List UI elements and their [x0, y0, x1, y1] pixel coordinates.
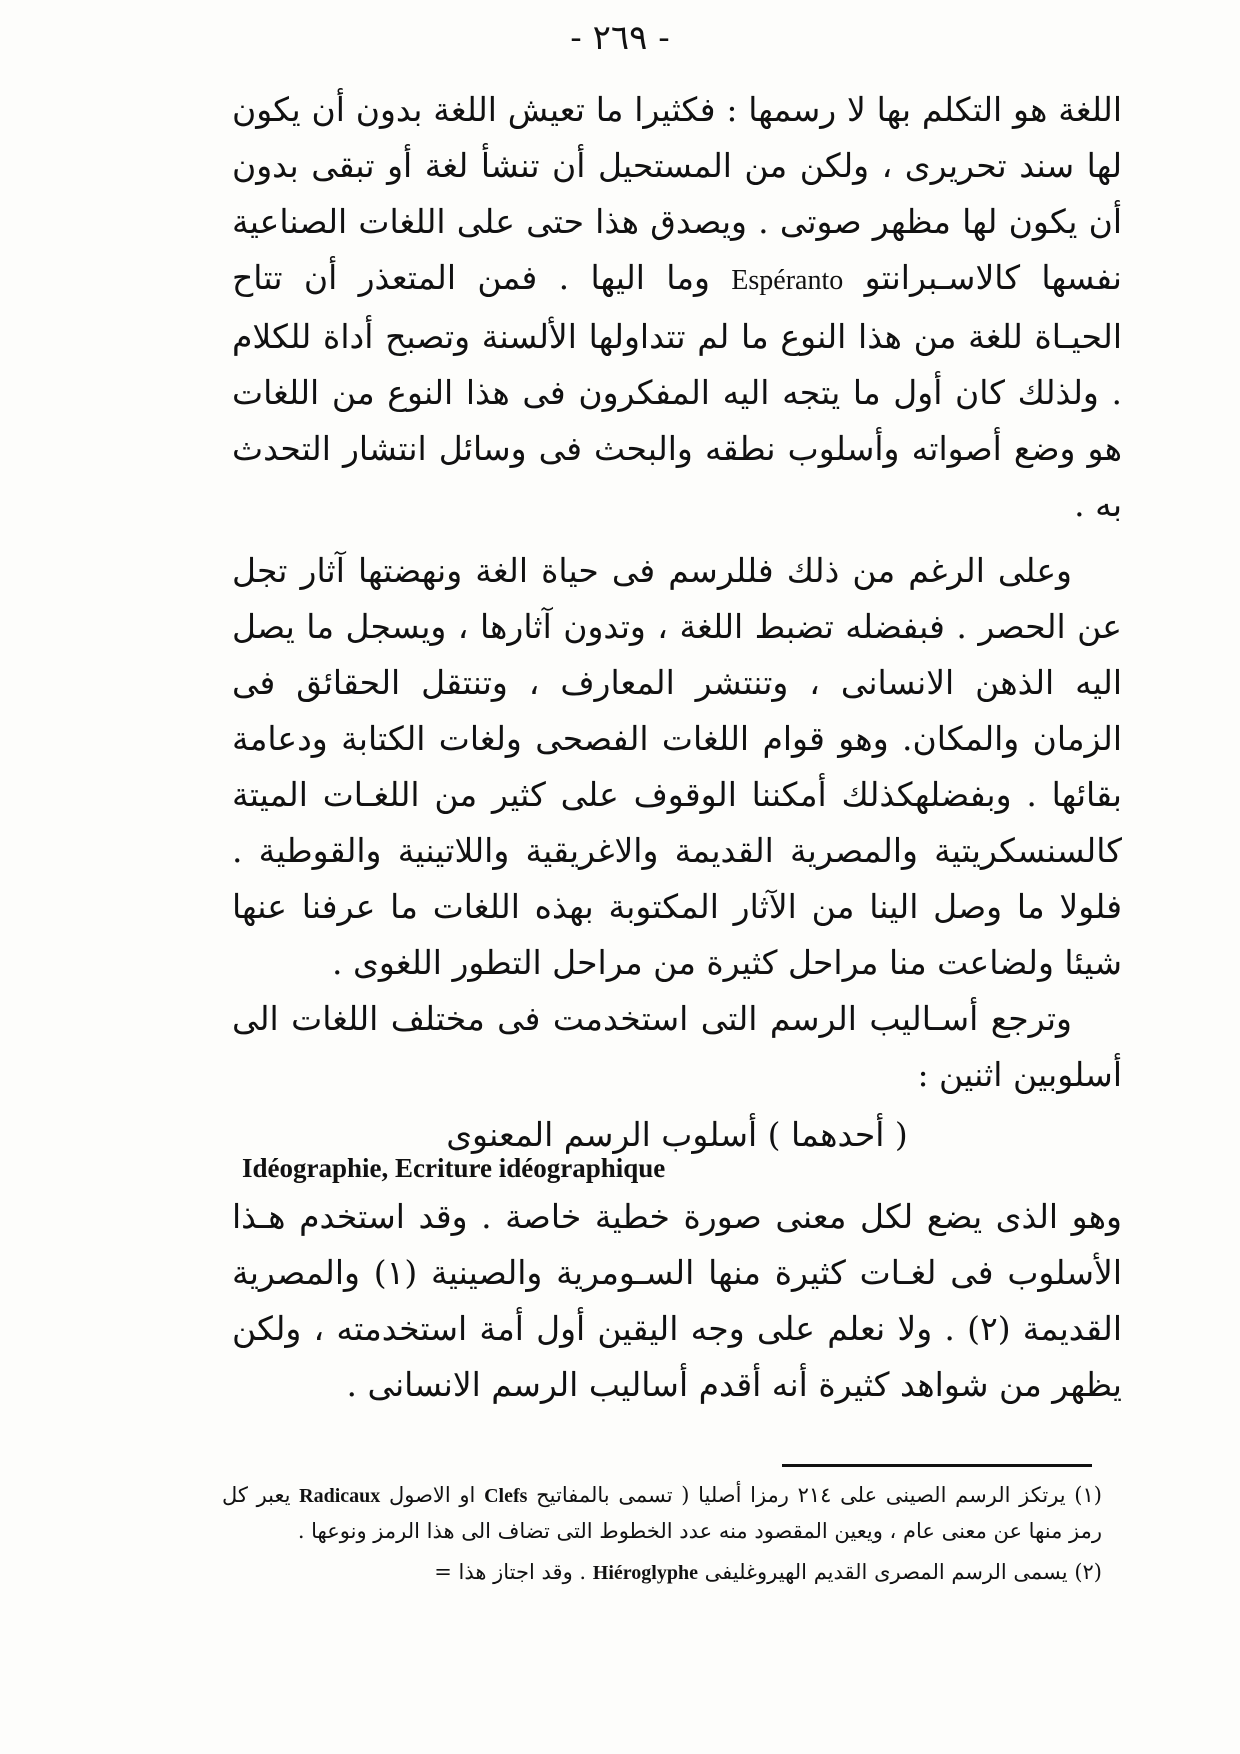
- footnote-1-term-clefs: Clefs: [484, 1485, 528, 1507]
- paragraph-1-line-3: يكون لها مظهر صوتى . ويصدق هذا حتى على اللغات الصناعية نفسها: [232, 202, 1122, 297]
- footnote-2-text-b: . وقد اجتاز هذا =: [434, 1560, 587, 1584]
- footnote-1-text-c: يعبر كل رمز منها عن معنى عام ، ويعين المقصود منه عدد الخطوط التى تضاف الى هذا الرمز ونوعها .: [222, 1483, 1102, 1543]
- footnote-2-term-hieroglyphe: Hiéroglyphe: [592, 1562, 698, 1584]
- section-heading: ( أحدهما ) أسلوب الرسم المعنوى: [446, 1115, 908, 1154]
- esperanto-term: Espéranto: [731, 265, 844, 296]
- paragraph-1-line-4-start: كالاسـبرانتو: [864, 258, 1021, 297]
- paragraph-2: وعلى الرغم من ذلك فللرسم فى حياة الغة ونهضتها آثار تجل عن الحصر . فبفضله تضبط اللغة ، وتدون آثارها ، ويسجل ما يصل اليه الذهن الانسانى ، وتنتشر المعارف ، وتنتقل الحقائق فى الزمان والمكان. وهو قوام اللغات الفصحى ولغات الكتابة ودعامة بقائها . وبفضلهكذلك أمكننا الوقوف على كثير من اللغـات الميتة كالسنسكريتية والمصرية القديمة والاغريقية واللاتينية والقوطية . فلولا ما وصل الينا من الآثار المكتوبة بهذه اللغات ما عرفنا عنها شيئا ولضاعت منا مراحل كثيرة من مراحل التطور اللغوى .: [232, 551, 1122, 982]
- footnote-1-term-radicaux: Radicaux: [299, 1485, 381, 1507]
- footnote-2-text-a: (٢) يسمى الرسم المصرى القديم الهيروغليفى: [704, 1560, 1102, 1584]
- footnote-2: [222, 1555, 1102, 1591]
- footnote-separator: [782, 1464, 1092, 1467]
- paragraph-1-line-4-end: وما اليها . فمن المتعذر أن تتاح الحيـاة: [232, 258, 1122, 356]
- footnote-1-text-b: او الاصول: [388, 1483, 476, 1507]
- paragraph-1-line-2: لها سند تحريرى ، ولكن من المستحيل أن تنشأ لغة أو تبقى بدون أن: [232, 146, 1122, 241]
- paragraph-1: [232, 82, 1122, 533]
- paragraph-1-rest: للغة من هذا النوع ما لم تتداولها الألسنة وتصبح أداة للكلام . ولذلك كان أول ما يتجه اليه المفكرون فى هذا النوع من اللغات هو وضع أصواته وأسلوب نطقه والبحث فى وسائل انتشار التحدث به .: [232, 317, 1122, 524]
- paragraph-4: وهو الذى يضع لكل معنى صورة خطية خاصة . وقد استخدم هـذا الأسلوب فى لغـات كثيرة منها السـومرية والصينية (١) والمصرية القديمة (٢) . ولا نعلم على وجه اليقين أول أمة استخدمته ، ولكن يظهر من شواهد كثيرة أنه أقدم أساليب الرسم الانسانى .: [232, 1197, 1122, 1404]
- footnote-1: [222, 1478, 1102, 1549]
- footnote-1-text-a: (١) يرتكز الرسم الصينى على ٢١٤ رمزا أصليا ( تسمى بالمفاتيح: [536, 1483, 1102, 1507]
- footnotes: [222, 1478, 1102, 1597]
- paragraph-1-line-1: اللغة هو التكلم بها لا رسمها : فكثيرا ما تعيش اللغة بدون أن يكون: [232, 90, 1122, 129]
- main-text: [232, 82, 1122, 1413]
- paragraph-3: وترجع أسـاليب الرسم التى استخدمت فى مختلف اللغات الى أسلوبين اثنين :: [232, 999, 1122, 1094]
- section-heading-latin: Idéographie, Ecriture idéographique: [242, 1153, 666, 1183]
- page-number: - ٢٦٩ -: [570, 18, 670, 58]
